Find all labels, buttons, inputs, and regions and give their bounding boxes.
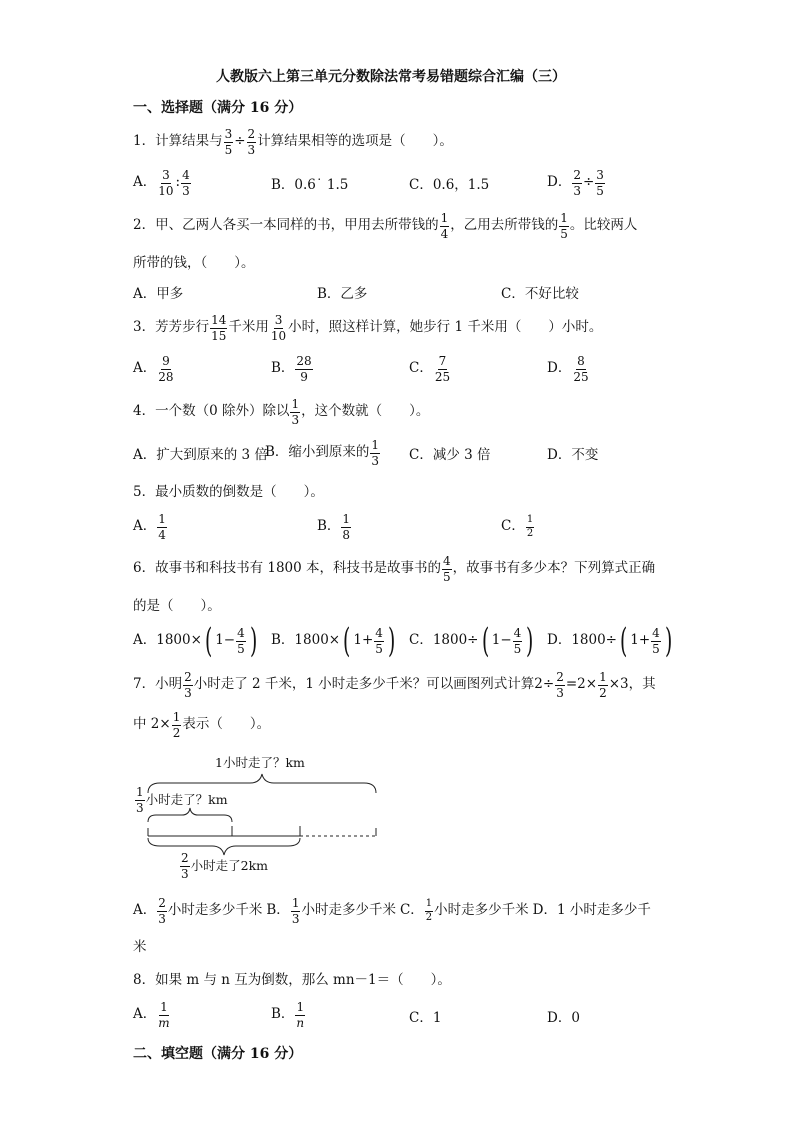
left-paren: (: [619, 621, 628, 661]
fraction: [425, 899, 433, 923]
q3-prefix: 3．芳芳步行: [133, 319, 210, 336]
denominator: 5: [596, 183, 604, 198]
q2-line-2: 所带的钱，（ ）。: [133, 255, 255, 271]
option-c-text: 小时走多少千米: [434, 902, 529, 919]
denominator: 15: [211, 328, 227, 343]
q8-option-a: [133, 1001, 172, 1029]
q7-calc-part-2: =2×: [565, 676, 598, 693]
denominator: 25: [434, 369, 451, 384]
option-a-text: 小时走多少千米: [167, 902, 263, 919]
denominator: 5: [237, 641, 245, 656]
numerator: 3: [224, 127, 233, 141]
numerator: 4: [237, 625, 245, 640]
numerator: 1: [371, 438, 380, 452]
denominator: 5: [513, 641, 522, 656]
denominator: n: [296, 1015, 305, 1030]
q8-option-d: D．0: [547, 1010, 580, 1026]
option-label: C．1800÷: [409, 632, 479, 649]
left-paren: (: [343, 621, 351, 661]
right-paren: ): [526, 621, 534, 661]
page-title: 人教版六上第三单元分数除法常考易错题综合汇编（三）: [216, 69, 566, 85]
denominator: 3: [247, 142, 256, 157]
option-b-text: 小时走多少千米: [301, 902, 396, 919]
left-paren: (: [204, 621, 213, 661]
fraction: [291, 897, 301, 925]
numerator: 4: [443, 554, 451, 568]
option-label: B．1800×: [271, 632, 341, 649]
numerator: 4: [652, 625, 660, 640]
q2-prefix: 2．甲、乙两人各买一本同样的书，甲用去所带钱的: [133, 217, 439, 234]
numerator: 2: [181, 851, 189, 865]
q1-suffix: 计算结果相等的选项是（ ）。: [257, 133, 453, 150]
option-label: C．: [409, 360, 433, 377]
denominator: 4: [440, 226, 449, 241]
label-text: 小时走了2km: [190, 857, 269, 873]
option-label: B．: [271, 1006, 295, 1023]
denominator: 3: [573, 183, 581, 198]
numerator: 2: [184, 670, 192, 684]
right-paren: ): [664, 621, 673, 661]
q6-prefix: 6．故事书和科技书有 1800 本，科技书是故事书的: [133, 560, 442, 577]
q4-option-d: D．不变: [547, 447, 599, 463]
q6-suffix: ，故事书有多少本？下列算式正确: [452, 560, 656, 577]
fraction: [135, 786, 145, 814]
q7-option-d-wrap: 米: [133, 939, 147, 955]
denominator: 10: [270, 328, 287, 343]
numerator: 1: [425, 899, 433, 912]
denominator: m: [158, 1015, 170, 1030]
numerator: 8: [577, 354, 585, 368]
numerator: 1: [296, 1000, 305, 1014]
expression: 1+: [630, 632, 651, 649]
q1-option-c: C．0.6，1.5: [409, 177, 490, 193]
q3-suffix: 小时，照这样计算，她步行 1 千米用（ ）小时。: [288, 319, 603, 336]
denominator: 2: [425, 911, 433, 923]
fraction: [157, 897, 167, 925]
denominator: 2: [599, 685, 607, 700]
denominator: 5: [560, 226, 568, 241]
section-heading-choice: 一、选择题（满分 16 分）: [133, 100, 303, 116]
numerator: 7: [438, 354, 447, 368]
numerator: 4: [513, 625, 522, 640]
numerator: 9: [162, 354, 170, 368]
q2-option-b: B．乙多: [317, 286, 368, 302]
q7-calc-part-1: 2÷: [534, 676, 555, 693]
denominator: 3: [556, 685, 564, 700]
expression: 1−: [491, 632, 512, 649]
q1-option-b: B．0.6˙ 1.5: [271, 177, 349, 193]
numerator: 1: [440, 211, 449, 225]
numerator: 3: [274, 313, 283, 327]
option-a-label: A．: [133, 902, 157, 919]
denominator: 5: [443, 569, 451, 584]
denominator: 5: [652, 641, 660, 656]
denominator: 4: [158, 527, 166, 542]
denominator: 10: [158, 183, 174, 198]
option-label: C．: [501, 518, 525, 535]
denominator: 8: [342, 527, 351, 542]
denominator: 3: [181, 866, 189, 881]
q8-option-c: C．1: [409, 1010, 442, 1026]
option-label: A．: [133, 1006, 157, 1023]
q7-calc-part-3: ×3，其: [608, 676, 656, 693]
numerator: 3: [162, 168, 170, 182]
numerator: 14: [211, 313, 227, 327]
numerator: 1: [158, 512, 166, 526]
diagram-bottom-label: [179, 852, 268, 880]
denominator: 28: [158, 369, 174, 384]
question-8: 8．如果 m 与 n 互为倒数，那么 mn－1＝（ ）。: [133, 972, 451, 988]
operator: ÷: [582, 174, 595, 191]
numerator: 1: [599, 670, 607, 684]
question-5: 5．最小质数的倒数是（ ）。: [133, 484, 324, 500]
option-b-label: B．: [266, 902, 290, 919]
option-label: A．1800×: [133, 632, 202, 649]
numerator: 1: [291, 896, 300, 910]
label-text: 小时走了？km: [145, 791, 228, 807]
diagram-mid-label: [134, 786, 228, 814]
right-paren: ): [387, 621, 396, 661]
numerator: 1: [342, 512, 351, 526]
denominator: 3: [136, 800, 144, 815]
option-label: D．1800÷: [547, 632, 617, 649]
numerator: 1: [291, 397, 300, 411]
q7-line2-prefix: 中 2×: [133, 716, 171, 733]
q7-prefix: 7．小明: [133, 676, 183, 693]
numerator: 2: [247, 127, 256, 141]
option-label: A．: [133, 360, 157, 377]
numerator: 1: [560, 211, 568, 225]
numerator: 1: [136, 785, 144, 799]
q4-option-a: A．扩大到原来的 3 倍: [133, 447, 268, 463]
q8-option-b: [271, 1001, 306, 1029]
numerator: 4: [182, 168, 190, 182]
q7-line2-suffix: 表示（ ）。: [182, 716, 271, 733]
numerator: 1: [172, 710, 181, 724]
option-d-text: D．1 小时走多少千: [532, 902, 651, 919]
diagram-top-label: 1小时走了？km: [215, 755, 305, 770]
left-paren: (: [481, 621, 489, 661]
q1-operator: ÷: [234, 133, 246, 150]
numerator: 2: [158, 896, 166, 910]
denominator: 2: [526, 527, 534, 539]
q7-options-row: [133, 897, 651, 925]
option-text: B．缩小到原来的: [265, 444, 370, 461]
q2-suffix: 。比较两人: [569, 217, 638, 234]
section-heading-fill-in: 二、填空题（满分 16 分）: [133, 1046, 303, 1062]
numerator: 2: [556, 670, 564, 684]
denominator: 3: [182, 183, 190, 198]
fraction: [180, 852, 190, 880]
denominator: 3: [184, 685, 192, 700]
option-label: D．: [547, 174, 572, 191]
numerator: 3: [596, 168, 604, 182]
right-paren: ): [249, 621, 258, 661]
denominator: 3: [158, 911, 166, 926]
numerator: 4: [375, 625, 383, 640]
q2-middle: ，乙用去所带钱的: [450, 217, 559, 234]
denominator: 9: [300, 369, 308, 384]
option-label: A．: [133, 518, 157, 535]
fraction: [157, 1001, 170, 1029]
fraction: [295, 1001, 305, 1029]
q4-prefix: 4．一个数（0 除外）除以: [133, 403, 290, 420]
q4-suffix: ，这个数就（ ）。: [301, 403, 430, 420]
option-c-label: C．: [399, 902, 424, 919]
q2-option-c: C．不好比较: [501, 286, 579, 302]
numerator: 28: [296, 354, 312, 368]
expression: 1+: [353, 632, 374, 649]
q6-line-2: 的是（ ）。: [133, 598, 221, 614]
q7-middle: 小时走了 2 千米，1 小时走多少千米？可以画图列式计算: [193, 676, 535, 693]
numerator: 1: [160, 1000, 168, 1014]
option-label: B．: [271, 360, 295, 377]
option-label: D．: [547, 360, 572, 377]
option-label: A．: [133, 174, 157, 191]
q1-prefix: 1．计算结果与: [133, 133, 223, 150]
q2-option-a: A．甲多: [133, 286, 184, 302]
denominator: 5: [375, 641, 383, 656]
denominator: 3: [291, 412, 300, 427]
expression: 1−: [215, 632, 236, 649]
numerator: 1: [526, 515, 534, 528]
denominator: 2: [172, 725, 181, 740]
denominator: 3: [371, 453, 380, 468]
option-label: B．: [317, 518, 341, 535]
ratio-sign: :: [175, 174, 181, 191]
denominator: 3: [291, 911, 300, 926]
q3-middle: 千米用: [228, 319, 269, 336]
numerator: 2: [573, 168, 581, 182]
denominator: 25: [573, 369, 589, 384]
denominator: 5: [224, 142, 233, 157]
q4-option-c: C．减少 3 倍: [409, 447, 491, 463]
